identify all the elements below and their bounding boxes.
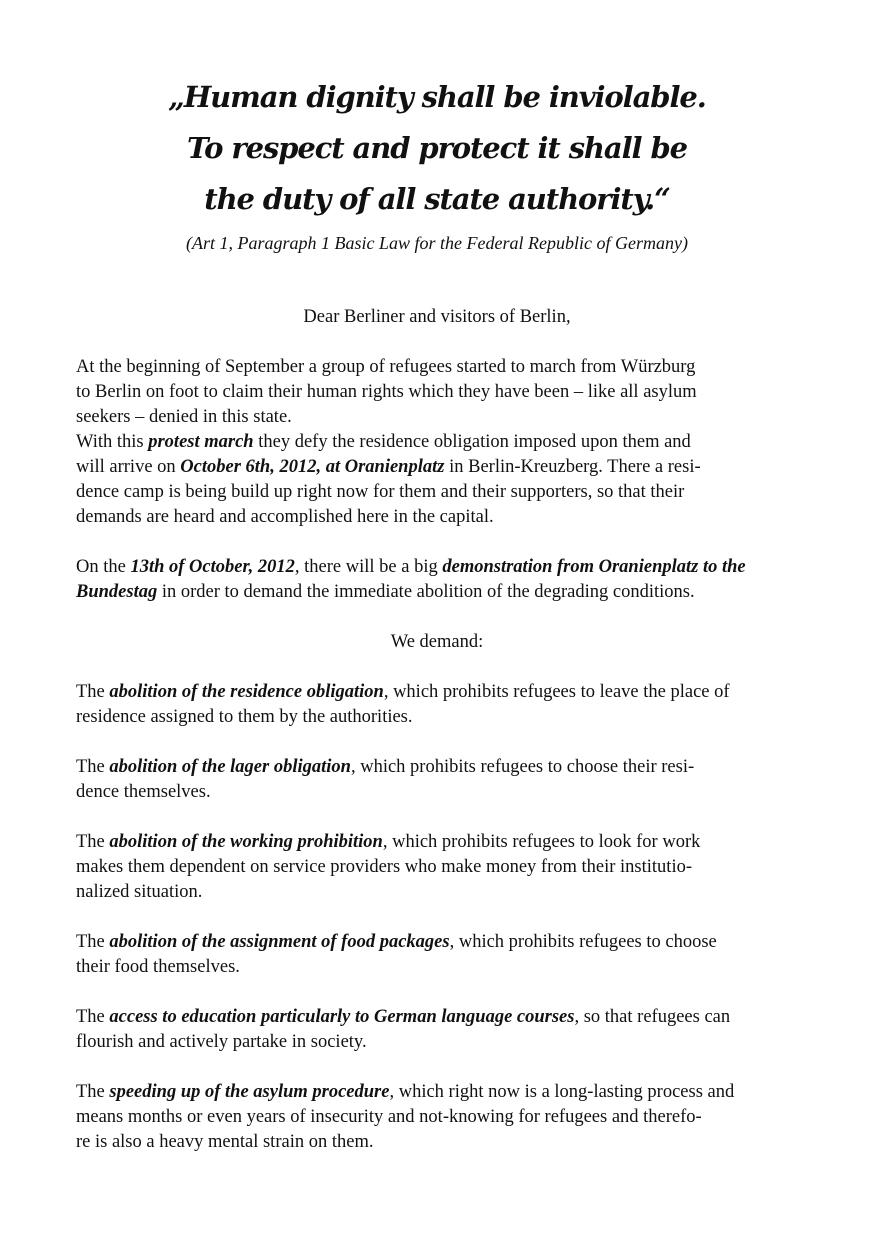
demonstration-paragraph xyxy=(76,555,798,605)
text-run: , which right now is a long-lasting process and xyxy=(389,1082,735,1102)
headline-line-1: „Human dignity shall be inviolable. xyxy=(168,80,706,114)
demand-item xyxy=(76,1005,798,1055)
text-run: they defy the residence obligation imposed upon them and xyxy=(253,432,691,452)
text-run: With this xyxy=(76,432,149,452)
text-run: , which prohibits refugees to look for work xyxy=(382,832,701,852)
demand-line-1 xyxy=(76,755,798,780)
demand-title: abolition of the working prohibition xyxy=(109,832,383,852)
demand-title: access to education particularly to German language courses xyxy=(109,1007,575,1027)
demand-item xyxy=(76,1080,798,1155)
march-line-2 xyxy=(76,455,798,480)
demand-line-3: re is also a heavy mental strain on them. xyxy=(76,1132,374,1152)
demo-line-1 xyxy=(76,555,798,580)
text-run: , which prohibits refugees to choose their resi- xyxy=(350,757,695,777)
demand-line-2: means months or even years of insecurity and not-knowing for refugees and therefo- xyxy=(76,1107,702,1127)
salutation: Dear Berliner and visitors of Berlin, xyxy=(303,307,571,327)
intro-line-2: to Berlin on foot to claim their human rights which they have been – like all asylum xyxy=(76,382,697,402)
text-run: in Berlin-Kreuzberg. There a resi- xyxy=(444,457,701,477)
march-paragraph xyxy=(76,430,798,530)
demand-title: abolition of the assignment of food packages xyxy=(109,932,450,952)
intro-paragraph xyxy=(76,355,798,430)
text-run: On the xyxy=(76,557,131,577)
demand-line-3: nalized situation. xyxy=(76,882,203,902)
demand-line-2: dence themselves. xyxy=(76,782,211,802)
demand-item xyxy=(76,680,798,730)
demand-line-2: makes them dependent on service providers who make money from their institutio- xyxy=(76,857,692,877)
text-run: , there will be a big xyxy=(294,557,443,577)
emphasis-demo-date: 13th of October, 2012 xyxy=(130,557,295,577)
letter-body xyxy=(76,305,798,1180)
text-run: The xyxy=(76,832,110,852)
text-run: will arrive on xyxy=(76,457,181,477)
demand-title: speeding up of the asylum procedure xyxy=(109,1082,390,1102)
emphasis-demo-route: demonstration from Oranienplatz to the xyxy=(442,557,746,577)
headline-line-3: the duty of all state authority.“ xyxy=(204,182,670,216)
march-line-4: demands are heard and accomplished here in the capital. xyxy=(76,507,494,527)
demand-line-2: residence assigned to them by the authorities. xyxy=(76,707,413,727)
intro-line-1: At the beginning of September a group of refugees started to march from Würzburg xyxy=(76,357,696,377)
demand-title: abolition of the residence obligation xyxy=(109,682,384,702)
headline-line-2: To respect and protect it shall be xyxy=(187,131,687,165)
demand-line-1 xyxy=(76,1005,798,1030)
march-line-3: dence camp is being build up right now for them and their supporters, so that their xyxy=(76,482,685,502)
demo-line-2 xyxy=(76,580,798,605)
demand-line-1 xyxy=(76,680,798,705)
quote-citation: (Art 1, Paragraph 1 Basic Law for the Federal Republic of Germany) xyxy=(186,233,688,253)
demand-item xyxy=(76,930,798,980)
demand-line-2: their food themselves. xyxy=(76,957,240,977)
intro-line-3: seekers – denied in this state. xyxy=(76,407,292,427)
text-run: The xyxy=(76,932,110,952)
demand-line-1 xyxy=(76,930,798,955)
text-run: The xyxy=(76,757,110,777)
headline-quote xyxy=(0,72,874,225)
text-run: , so that refugees can xyxy=(574,1007,731,1027)
emphasis-bundestag: Bundestag xyxy=(76,582,158,602)
text-run: The xyxy=(76,682,110,702)
demand-line-1 xyxy=(76,1080,798,1105)
march-line-1 xyxy=(76,430,798,455)
demand-line-1 xyxy=(76,830,798,855)
text-run: in order to demand the immediate abolition of the degrading conditions. xyxy=(157,582,695,602)
emphasis-arrival-date: October 6th, 2012, at Oranienplatz xyxy=(180,457,445,477)
text-run: The xyxy=(76,1082,110,1102)
demand-item xyxy=(76,830,798,905)
text-run: , which prohibits refugees to leave the place of xyxy=(383,682,730,702)
demand-item xyxy=(76,755,798,805)
demand-line-2: flourish and actively partake in society. xyxy=(76,1032,367,1052)
we-demand-heading: We demand: xyxy=(390,632,484,652)
emphasis-protest-march: protest march xyxy=(148,432,254,452)
demand-title: abolition of the lager obligation xyxy=(109,757,351,777)
text-run: , which prohibits refugees to choose xyxy=(449,932,717,952)
text-run: The xyxy=(76,1007,110,1027)
